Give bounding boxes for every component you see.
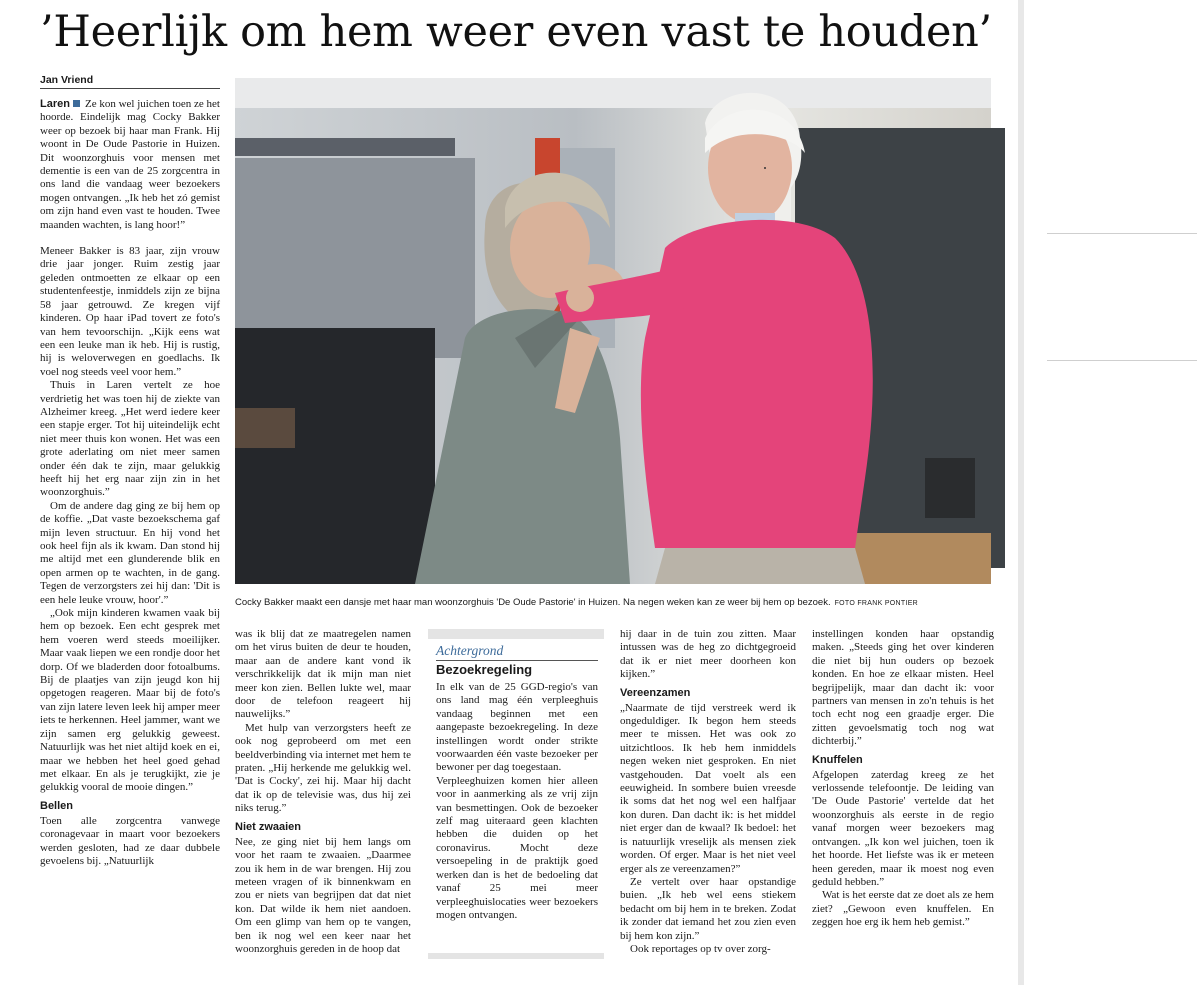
- subheading-vereenzamen: Vereenzamen: [620, 686, 691, 699]
- paragraph: Om de andere dag ging ze bij hem op de koffie. „Dat vaste bezoekschema gaf mijn leven structuur. En hij vond het ook heel fijn als ik kwam. Dan stond hij me altijd met een glunderende blik en open armen op te wachten, in de gang. Tegen de verzorgsters zei hij dan: 'Dit is een hele leuke vrouw, hoor'.”: [40, 499, 220, 606]
- box-top-bar: [428, 629, 604, 639]
- subheading-niet-zwaaien: Niet zwaaien: [235, 820, 302, 833]
- column-1: [40, 98, 220, 868]
- paragraph: Verpleeghuizen komen hier alleen voor in aanmerking als ze vrij zijn van besmettingen. Ook de bezoeker zelf mag uiteraard geen klachten hebben die duiden op het coronavirus. Mocht deze versoepeling in de praktijk goed werken dan is het de bedoeling dat vanaf 25 mei meer verpleeghuislocaties weer bezoekers mogen ontvangen.: [436, 774, 598, 921]
- paragraph: Afgelopen zaterdag kreeg ze het verlossende telefoontje. De leiding van 'De Oude Pastorie' vertelde dat het woonzorghuis als eerste in de regio vanaf morgen weer bezoekers mag ontvangen. „Ik kon wel juichen, toen ik het hoorde. Het liefste was ik er meteen heen gereden, maar ik moest nog even geduld hebben.”: [812, 768, 994, 888]
- paragraph: Ze vertelt over haar opstandige buien. „Ik heb wel eens stiekem bedacht om bij hem in te breken. Zodat ik zonder dat iemand het zou zien even bij hem kon zijn.”: [620, 875, 796, 942]
- box-bottom-bar: [428, 953, 604, 959]
- subheading-bellen: Bellen: [40, 799, 74, 812]
- page-edge: [1018, 0, 1024, 985]
- paragraph: Meneer Bakker is 83 jaar, zijn vrouw drie jaar jonger. Ruim zestig jaar geleden ontmoetten ze elkaar op een studentenfeestje, inmiddels zijn ze bijna 58 jaar getrouwd. Ze kregen vijf kinderen. Op haar iPad tovert ze foto's van hem tevoorschijn. „Kijk eens wat een een leuke man ik heb. Hij is rustig, hij is weloverwegen en goedlachs. Ik voel nog steeds veel voor hem.”: [40, 245, 220, 378]
- box-kicker: Achtergrond: [436, 643, 598, 661]
- paragraph: Thuis in Laren vertelt ze hoe verdrietig het was toen hij de ziekte van Alzheimer kreeg. „Het werd iedere keer een stapje erger. Tot hij uiteindelijk echt niet meer thuis kon wonen. Het was een grote aderlating om niet meer samen onder één dak te zijn, maar gelukkig heeft hij het erg naar zijn zin in het woonzorghuis.”: [40, 379, 220, 499]
- photo-credit: FOTO FRANK PONTIER: [834, 600, 919, 607]
- paragraph: Wat is het eerste dat ze doet als ze hem ziet? „Gewoon even knuffelen. En zeggen hoe erg ik hem heb gemist.”: [812, 889, 994, 929]
- paragraph: was ik blij dat ze maatregelen namen om het virus buiten de deur te houden, maar aan de andere kant vond ik verschrikkelijk dat ik mijn man niet meer kon zien. Bellen lukte wel, maar door de telefoon reageert hij nauwelijks.”: [235, 628, 411, 721]
- pull-quote: Na twee maanden weer naar haar man in woonzorghuis: [1047, 233, 1197, 361]
- dateline: Laren: [40, 98, 70, 110]
- intro-paragraph: Laren Ze kon wel juichen toen ze het hoorde. Eindelijk mag Cocky Bakker weer op bezoek bij haar man Frank. Hij woont in De Oude Pastorie in Huizen. Dit woonzorghuis voor mensen met dementie is een van de 25 zorgcentra in ons land die vandaag weer bezoekers mogen ontvangen. „Ik heb het zó gemist om zijn hand even vast te houden. Twee maanden wachten, is lang hoor!”: [40, 98, 220, 231]
- photo-caption: Cocky Bakker maakt een dansje met haar man woonzorghuis 'De Oude Pastorie' in Huizen. Na negen weken kan ze weer bij hem op bezoek. FOTO FRANK PONTIER: [235, 597, 919, 608]
- headline: ’Heerlijk om hem weer even vast te houden’: [40, 7, 992, 57]
- paragraph: In elk van de 25 GGD-regio's van ons land mag één verpleeghuis vandaag beginnen met een aangepaste bezoekregeling. In deze instellingen wordt onder strikte voorwaarden één vaste bezoeker per bewoner per dag toegestaan.: [436, 681, 598, 774]
- paragraph: „Ook mijn kinderen kwamen vaak bij hem op bezoek. Een echt gesprek met hem voeren werd steeds moeilijker. Maar vaak liepen we een rondje door het dorp. Of we bladerden door fotoalbums. Bij de plaatjes van zijn jeugd kon hij opgetogen reageren. Maar bij de foto's van zijn latere leven leek hij amper meer iets te herkennen. Heel jammer, want we zijn samen erg gelukkig geweest. Natuurlijk was het niet altijd koek en ei, maar we hebben het heel goed gehad met elkaar. En als je terugkijkt, zie je gelukkig vooral de mooie dingen.”: [40, 607, 220, 794]
- subheading-knuffelen: Knuffelen: [812, 753, 863, 766]
- column-5: [812, 628, 994, 930]
- column-4: [620, 628, 796, 956]
- paragraph: Toen alle zorgcentra vanwege coronagevaar in maart voor bezoekers werden gesloten, had ze daar dubbele gevoelens bij. „Natuurlijk: [40, 814, 220, 867]
- paragraph: „Naarmate de tijd verstreek werd ik ongeduldiger. Ik begon hem steeds meer te missen. Het was ook zo uitzichtloos. Ik heb hem inmiddels negen weken niet gesproken. En niet vastgehouden. Dat voelt als een eeuwigheid. In sombere buien vreesde ik soms dat het nog wel een halfjaar kon duren. Dan dacht ik: is het middel niet erger dan de kwaal? Ik bedoel: het is natuurlijk vreselijk als mensen ziek worden. Of erger. Maar is het niet veel erger als ze vereenzamen?”: [620, 701, 796, 875]
- box-text: [436, 681, 598, 922]
- article-photo: [235, 78, 1189, 584]
- background-box: [428, 629, 604, 959]
- byline: Jan Vriend: [40, 73, 220, 89]
- box-title: Bezoekregeling: [436, 662, 533, 677]
- paragraph: Ook reportages op tv over zorg-: [630, 942, 771, 955]
- paragraph: Met hulp van verzorgsters heeft ze ook nog geprobeerd om met een beeldverbinding via internet met hem te praten. „Hij herkende me gelukkig wel. 'Dat is Cocky', zei hij. Maar hij dacht dat ik op de televisie was, dus hij zei niks terug.”: [235, 721, 411, 815]
- paragraph: hij daar in de tuin zou zitten. Maar intussen was de heg zo dichtgegroeid dat ik er niet meer doorheen kon kijken.”: [620, 628, 796, 681]
- paragraph: instellingen konden haar opstandig maken. „Steeds ging het over kinderen die niet bij hun ouders op bezoek konden. En hoe ze elkaar misten. Heel begrijpelijk, maar dan dacht ik: voor partners van mensen in zo'n tehuis is het toch echt nog een graadje erger. Die zitten gevoelsmatig toch nog wat dichterbij.”: [812, 628, 994, 748]
- paragraph: Nee, ze ging niet bij hem langs om voor het raam te zwaaien. „Daarmee zou ik hem in de war brengen. Hij zou meteen vragen of ik binnenkwam en zou er niets van begrijpen dat dat niet kon. Dat wilde ik hem niet aandoen. Om een glimp van hem op te vangen, ben ik nog wel een keer naar het woonzorghuis gereden in de hoop dat: [235, 835, 411, 955]
- dancing-couple-illustration: [235, 78, 991, 584]
- column-2: [235, 628, 411, 956]
- dateline-marker-icon: [73, 100, 80, 107]
